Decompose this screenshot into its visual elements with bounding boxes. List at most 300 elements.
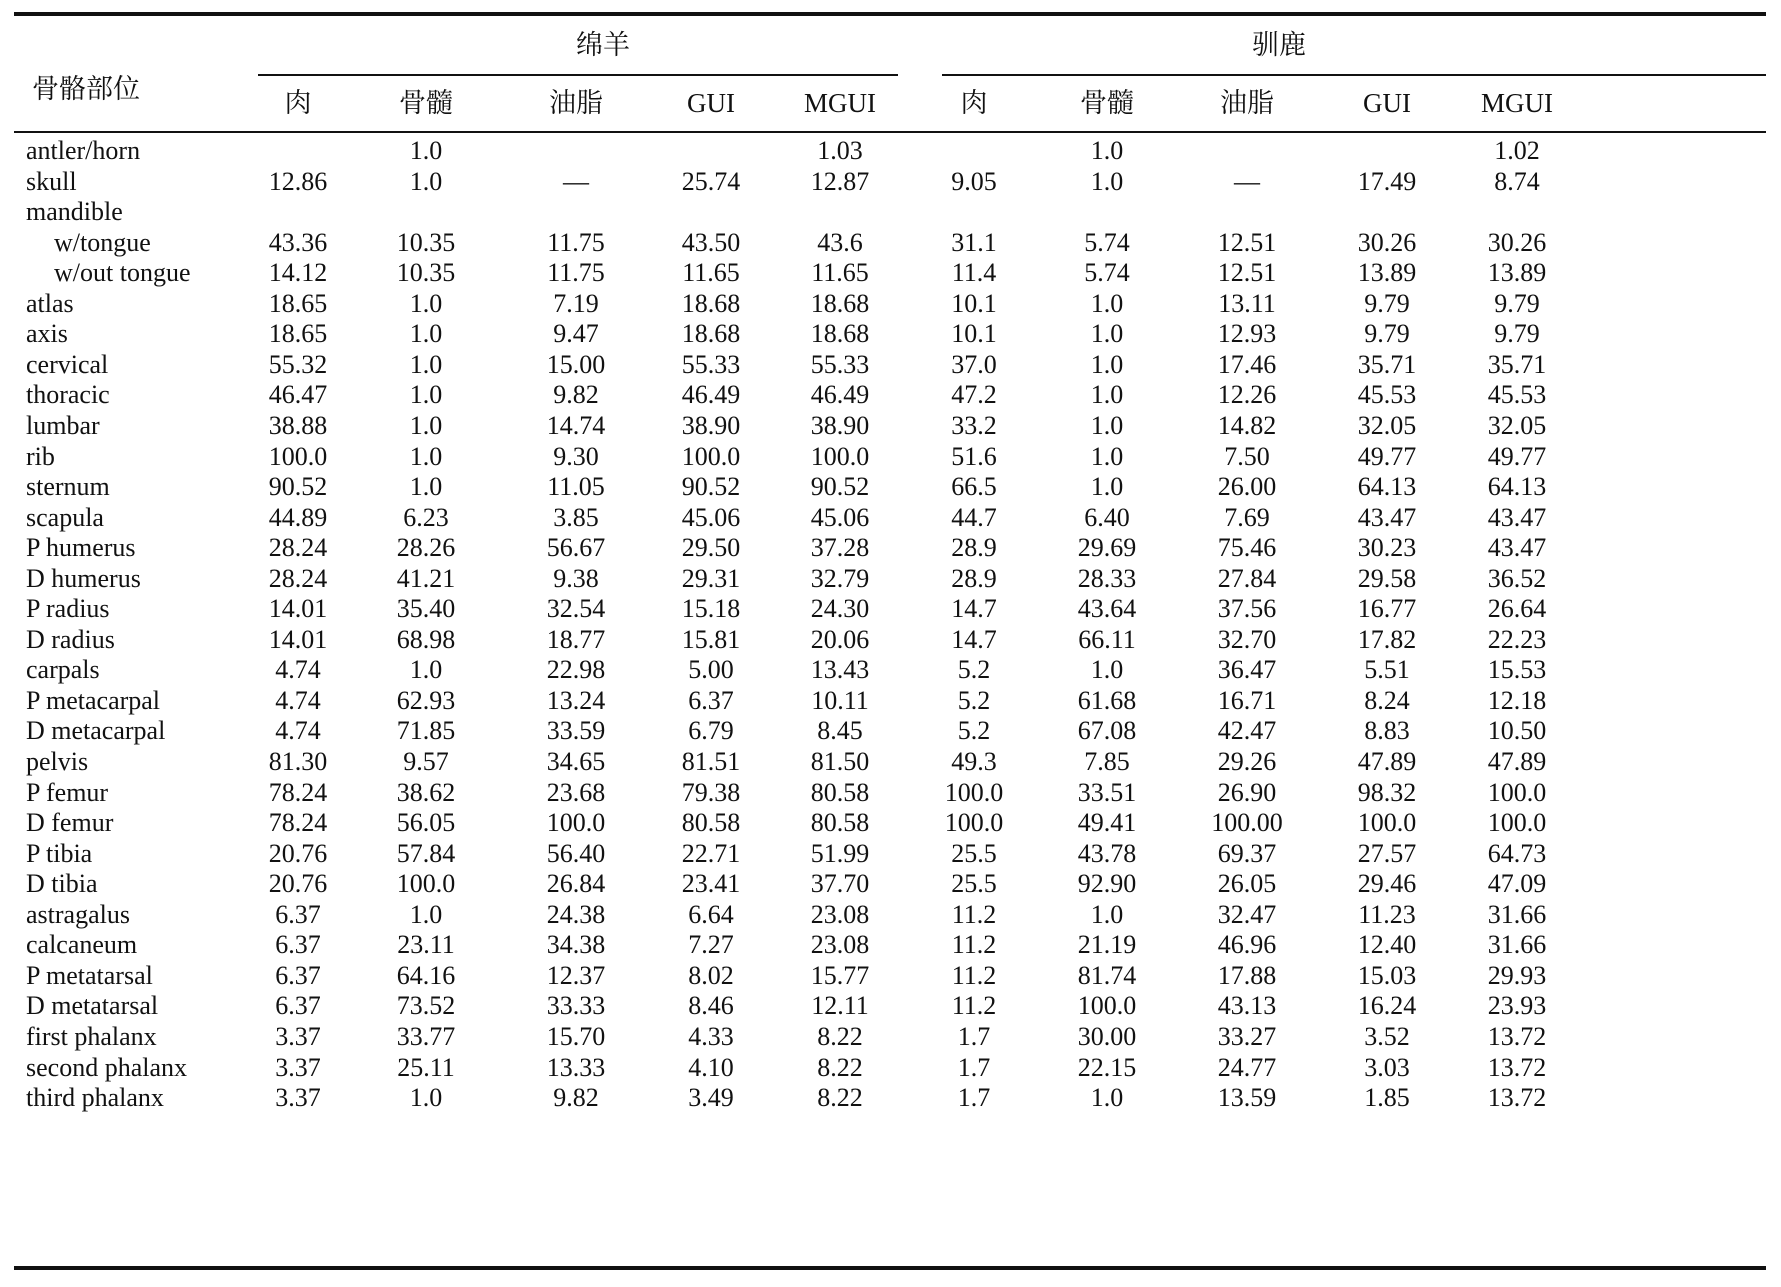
table-cell: 38.62 — [396, 777, 456, 807]
table-cell: 6.37 — [275, 991, 321, 1021]
row-label: astragalus — [26, 899, 130, 929]
table-cell: 1.0 — [409, 410, 443, 440]
table-cell: 14.7 — [951, 594, 997, 624]
header-group-sheep: 绵羊 — [576, 30, 630, 60]
table-cell: 1.85 — [1364, 1083, 1410, 1113]
table-cell: 9.57 — [403, 747, 449, 776]
table-cell: 9.47 — [553, 319, 599, 349]
table-cell: 11.2 — [951, 960, 997, 990]
table-cell: 35.71 — [1487, 349, 1547, 379]
table-cell: 27.57 — [1357, 838, 1417, 868]
table-cell: 1.0 — [409, 1083, 443, 1113]
table-cell: 44.89 — [268, 502, 328, 532]
table-cell: 13.89 — [1357, 258, 1417, 288]
table-cell: 13.72 — [1487, 1083, 1547, 1113]
table-cell: 1.0 — [409, 288, 443, 318]
table-cell: 9.82 — [553, 380, 599, 410]
table-cell: 16.77 — [1357, 594, 1417, 624]
table-cell: 9.79 — [1364, 288, 1410, 318]
table-cell: 17.49 — [1357, 166, 1417, 196]
table-cell: 56.05 — [396, 808, 456, 838]
table-cell: 1.0 — [409, 319, 443, 349]
table-cell: 47.09 — [1487, 869, 1547, 899]
table-cell: 30.26 — [1487, 227, 1547, 257]
table-cell: 28.33 — [1077, 563, 1137, 593]
table-cell: 5.74 — [1084, 258, 1130, 288]
table-cell: 34.38 — [546, 930, 606, 960]
table-cell: 46.47 — [268, 380, 328, 410]
table-cell: 100.0 — [546, 808, 606, 838]
table-cell: 6.23 — [403, 502, 449, 532]
table-cell: 100.0 — [1357, 808, 1417, 838]
table-cell: 8.46 — [688, 991, 734, 1021]
table-cell: 7.85 — [1084, 747, 1130, 776]
table-cell: 8.83 — [1364, 716, 1410, 746]
table-cell: 22.98 — [546, 655, 606, 685]
table-cell: 15.03 — [1357, 960, 1417, 990]
table-cell: 30.00 — [1077, 1021, 1137, 1051]
table-cell: 100.0 — [944, 808, 1004, 838]
table-cell: 23.11 — [397, 930, 455, 960]
table-cell: 1.0 — [1090, 655, 1124, 685]
row-label: lumbar — [26, 410, 100, 440]
table-cell: 1.7 — [957, 1083, 991, 1113]
table-cell: 28.26 — [396, 533, 456, 563]
table-cell: 9.30 — [553, 441, 599, 471]
table-cell: 90.52 — [268, 472, 328, 502]
table-cell: 22.15 — [1077, 1052, 1137, 1082]
table-cell: 12.87 — [810, 166, 870, 196]
table-cell: 34.65 — [546, 747, 606, 776]
table-cell: 13.59 — [1217, 1083, 1277, 1113]
table-cell: 1.0 — [1090, 319, 1124, 349]
table-cell: 29.69 — [1077, 533, 1137, 563]
table-cell: 79.38 — [681, 777, 741, 807]
table-cell: 33.59 — [546, 716, 606, 746]
table-cell: 38.90 — [810, 410, 870, 440]
table-cell: 12.86 — [268, 166, 328, 196]
table-cell: 26.84 — [546, 869, 606, 899]
table-cell: 81.74 — [1077, 960, 1137, 990]
table-cell: 30.26 — [1357, 227, 1417, 257]
header-group-caribou: 驯鹿 — [1252, 30, 1306, 60]
table-cell: 9.05 — [951, 166, 997, 196]
table-cell: 64.13 — [1357, 472, 1417, 502]
table-cell: 43.47 — [1357, 502, 1417, 532]
row-label: third phalanx — [26, 1083, 164, 1113]
table-cell: 43.50 — [681, 227, 741, 257]
header-skeletal-element: 骨骼部位 — [32, 74, 140, 104]
table-cell: 7.19 — [553, 288, 599, 318]
table-cell: 38.90 — [681, 410, 741, 440]
table-cell: 28.24 — [268, 533, 328, 563]
header-col-0: 肉 — [284, 88, 312, 118]
table-cell: 41.21 — [396, 563, 456, 593]
table-cell: 6.40 — [1084, 502, 1130, 532]
table-cell: 25.74 — [681, 166, 741, 196]
row-label: pelvis — [26, 747, 89, 776]
table-cell: 1.0 — [1090, 288, 1124, 318]
table-cell: 13.72 — [1487, 1021, 1547, 1051]
table-cell: 16.71 — [1217, 685, 1277, 715]
table-cell: 23.08 — [810, 930, 870, 960]
table-cell: 11.65 — [682, 258, 740, 288]
table-cell: 43.6 — [817, 227, 863, 257]
table-cell: 18.68 — [681, 319, 741, 349]
table-cell: 12.40 — [1357, 930, 1417, 960]
table-cell: 1.0 — [1090, 349, 1124, 379]
table-cell: 6.37 — [275, 960, 321, 990]
table-cell: 37.28 — [810, 533, 870, 563]
table-cell: 29.31 — [681, 563, 741, 593]
table-cell: 78.24 — [268, 808, 328, 838]
table-cell: 62.93 — [396, 685, 456, 715]
table-cell: 64.73 — [1487, 838, 1547, 868]
table-cell: 8.74 — [1494, 166, 1540, 196]
table-cell: 13.89 — [1487, 258, 1547, 288]
table-cell: 37.56 — [1217, 594, 1277, 624]
header-col-3: GUI — [687, 88, 735, 118]
table-cell: 1.0 — [1090, 166, 1124, 196]
table-cell: 3.37 — [275, 1021, 321, 1051]
table-cell: 28.9 — [951, 533, 997, 563]
table-cell: 90.52 — [681, 472, 741, 502]
table-cell: 23.68 — [546, 777, 606, 807]
table-cell: 25.5 — [951, 869, 997, 899]
table-cell: 29.50 — [681, 533, 741, 563]
table-cell: 18.65 — [268, 288, 328, 318]
table-cell: 29.93 — [1487, 960, 1547, 990]
table-cell: 44.7 — [951, 502, 997, 532]
table-cell: 15.70 — [546, 1021, 606, 1051]
table-cell: 1.03 — [817, 136, 863, 165]
table-cell: 12.11 — [811, 991, 869, 1021]
table-cell: 1.0 — [409, 899, 443, 929]
table-cell: 64.16 — [396, 960, 456, 990]
table-cell: 45.06 — [810, 502, 870, 532]
table-cell: 21.19 — [1077, 930, 1137, 960]
table-cell: 14.01 — [268, 624, 328, 654]
table-cell: 100.0 — [944, 777, 1004, 807]
table-cell: 32.05 — [1357, 410, 1417, 440]
table-cell: 11.2 — [951, 899, 997, 929]
table-cell: 20.76 — [268, 869, 328, 899]
table-cell: 23.41 — [681, 869, 741, 899]
table-cell: 14.74 — [546, 410, 606, 440]
table-cell: 7.27 — [688, 930, 734, 960]
table-cell: 45.06 — [681, 502, 741, 532]
table-cell: 13.11 — [1218, 288, 1276, 318]
table-cell: 4.10 — [688, 1052, 734, 1082]
header-col-6: 骨髓 — [1080, 88, 1134, 118]
table-cell: 11.2 — [951, 991, 997, 1021]
row-label: P femur — [26, 777, 109, 807]
table-cell: 6.64 — [688, 899, 734, 929]
table-cell: 56.67 — [546, 533, 606, 563]
row-label: P metatarsal — [26, 960, 153, 990]
row-label: atlas — [26, 288, 74, 318]
table-cell: 9.79 — [1494, 288, 1540, 318]
header-col-8: GUI — [1363, 88, 1411, 118]
table-cell: 16.24 — [1357, 991, 1417, 1021]
table-cell: 8.24 — [1364, 685, 1410, 715]
table-cell: 51.99 — [810, 838, 870, 868]
table-cell: 5.51 — [1364, 655, 1410, 685]
row-label: carpals — [26, 655, 100, 685]
table-cell: 11.75 — [547, 258, 605, 288]
table-cell: 8.02 — [688, 960, 734, 990]
row-label: P humerus — [26, 533, 136, 563]
header-col-4: MGUI — [804, 88, 876, 118]
table-cell: 12.51 — [1217, 258, 1277, 288]
table-cell: 5.00 — [688, 655, 734, 685]
row-label: skull — [26, 166, 77, 196]
table-cell: 17.82 — [1357, 624, 1417, 654]
row-label: D metatarsal — [26, 991, 159, 1021]
header-col-7: 油脂 — [1220, 88, 1274, 118]
table-cell: 17.46 — [1217, 349, 1277, 379]
table-cell: 8.22 — [817, 1083, 863, 1113]
table-cell: 56.40 — [546, 838, 606, 868]
table-cell: 28.9 — [951, 563, 997, 593]
table-cell: 1.0 — [1090, 472, 1124, 502]
table-cell: 8.45 — [817, 716, 863, 746]
table-cell: 32.54 — [546, 594, 606, 624]
table-cell: 66.5 — [951, 472, 997, 502]
table-cell: — — [563, 166, 589, 196]
table-cell: 51.6 — [951, 441, 997, 471]
header-col-9: MGUI — [1481, 88, 1553, 118]
table-cell: 18.68 — [681, 288, 741, 318]
table-cell: 71.85 — [396, 716, 456, 746]
table-cell: 1.0 — [1090, 441, 1124, 471]
table-cell: 46.96 — [1217, 930, 1277, 960]
table-cell: 14.12 — [268, 258, 328, 288]
group-rule-caribou — [942, 74, 1766, 76]
row-label: P radius — [26, 594, 110, 624]
top-rule — [14, 12, 1766, 16]
table-cell: 8.22 — [817, 1021, 863, 1051]
table-cell: 17.88 — [1217, 960, 1277, 990]
table-cell: 10.50 — [1487, 716, 1547, 746]
table-cell: 33.2 — [951, 410, 997, 440]
table-cell: 25.5 — [951, 838, 997, 868]
table-cell: 29.58 — [1357, 563, 1417, 593]
table-cell: 1.0 — [1090, 1083, 1124, 1113]
table-cell: 7.50 — [1224, 441, 1270, 471]
row-label: axis — [26, 319, 68, 349]
table-cell: 9.79 — [1364, 319, 1410, 349]
table-cell: 100.0 — [1487, 777, 1547, 807]
table-cell: 100.0 — [268, 441, 328, 471]
table-cell: 9.79 — [1494, 319, 1540, 349]
row-label: w/out tongue — [54, 258, 191, 288]
table-cell: 100.0 — [1077, 991, 1137, 1021]
row-label: thoracic — [26, 380, 110, 410]
table-cell: 1.0 — [409, 472, 443, 502]
table-cell: 33.51 — [1077, 777, 1137, 807]
table-cell: 25.11 — [397, 1052, 455, 1082]
row-label: P tibia — [26, 838, 93, 868]
table-cell: 1.0 — [409, 136, 443, 165]
table-cell: 100.0 — [396, 869, 456, 899]
table-cell: 26.05 — [1217, 869, 1277, 899]
table-cell: 49.77 — [1487, 441, 1547, 471]
header-rule — [14, 131, 1766, 133]
table-cell: 49.3 — [951, 747, 997, 776]
table-cell: 31.66 — [1487, 930, 1547, 960]
header-col-2: 油脂 — [549, 88, 603, 118]
table-cell: 47.89 — [1357, 747, 1417, 776]
table-cell: 14.7 — [951, 624, 997, 654]
row-label: w/tongue — [54, 227, 151, 257]
table-cell: 9.82 — [553, 1083, 599, 1113]
table-cell: 38.88 — [268, 410, 328, 440]
table-cell: 11.23 — [1358, 899, 1416, 929]
header-col-1: 骨髓 — [399, 88, 453, 118]
table-cell: 67.08 — [1077, 716, 1137, 746]
table-cell: 36.52 — [1487, 563, 1547, 593]
table-cell: 80.58 — [810, 777, 870, 807]
table-cell: 4.74 — [275, 716, 321, 746]
table-cell: 33.33 — [546, 991, 606, 1021]
table-cell: 1.0 — [409, 380, 443, 410]
table-cell: 18.68 — [810, 288, 870, 318]
row-label: D humerus — [26, 563, 141, 593]
table-cell: 14.01 — [268, 594, 328, 624]
table-cell: 13.72 — [1487, 1052, 1547, 1082]
table-cell: 1.0 — [409, 166, 443, 196]
table-cell: 26.64 — [1487, 594, 1547, 624]
table-cell: 66.11 — [1078, 624, 1136, 654]
table-cell: 33.27 — [1217, 1021, 1277, 1051]
table-cell: 28.24 — [268, 563, 328, 593]
table-cell: 11.4 — [951, 258, 997, 288]
table-cell: 35.71 — [1357, 349, 1417, 379]
table-cell: 15.77 — [810, 960, 870, 990]
group-rule-sheep — [258, 74, 898, 76]
table-cell: 11.75 — [547, 227, 605, 257]
table-cell: 43.47 — [1487, 533, 1547, 563]
table-cell: 10.35 — [396, 227, 456, 257]
table-cell: 8.22 — [817, 1052, 863, 1082]
table-cell: 32.70 — [1217, 624, 1277, 654]
table-cell: 47.89 — [1487, 747, 1547, 776]
table-cell: 12.37 — [546, 960, 606, 990]
table-cell: 1.7 — [957, 1052, 991, 1082]
table-cell: 18.77 — [546, 624, 606, 654]
row-label: second phalanx — [26, 1052, 188, 1082]
table-cell: 15.00 — [546, 349, 606, 379]
table-cell: 14.82 — [1217, 410, 1277, 440]
table-cell: 64.13 — [1487, 472, 1547, 502]
table-cell: 68.98 — [396, 624, 456, 654]
table-cell: 45.53 — [1487, 380, 1547, 410]
table-cell: 37.0 — [951, 349, 997, 379]
table-cell: 42.47 — [1217, 716, 1277, 746]
table-cell: 100.0 — [810, 441, 870, 471]
table-cell: 24.30 — [810, 594, 870, 624]
row-label: P metacarpal — [26, 685, 161, 715]
table-cell: 13.24 — [546, 685, 606, 715]
table-cell: 55.33 — [681, 349, 741, 379]
table-cell: 10.35 — [396, 258, 456, 288]
table-cell: 100.0 — [681, 441, 741, 471]
table-cell: 33.77 — [396, 1021, 456, 1051]
table-cell: 3.37 — [275, 1083, 321, 1113]
table-cell: 43.47 — [1487, 502, 1547, 532]
table-cell: 5.2 — [957, 685, 991, 715]
table-cell: 32.47 — [1217, 899, 1277, 929]
table-cell: 4.33 — [688, 1021, 734, 1051]
table-cell: 100.00 — [1211, 808, 1283, 838]
table-cell: 75.46 — [1217, 533, 1277, 563]
table-cell: 22.23 — [1487, 624, 1547, 654]
table-cell: 6.37 — [275, 899, 321, 929]
table-cell: 100.0 — [1487, 808, 1547, 838]
table-cell: 12.51 — [1217, 227, 1277, 257]
table-cell: 27.84 — [1217, 563, 1277, 593]
table-cell: 1.0 — [1090, 899, 1124, 929]
table-cell: 9.38 — [553, 563, 599, 593]
table-cell: 1.02 — [1494, 136, 1540, 165]
table-cell: 20.06 — [810, 624, 870, 654]
table-cell: 4.74 — [275, 655, 321, 685]
table-cell: 20.76 — [268, 838, 328, 868]
header-col-5: 肉 — [960, 88, 988, 118]
table-cell: 80.58 — [681, 808, 741, 838]
table-cell: 6.37 — [275, 930, 321, 960]
table-cell: 43.78 — [1077, 838, 1137, 868]
table-cell: 13.33 — [546, 1052, 606, 1082]
table-cell: 7.69 — [1224, 502, 1270, 532]
row-label: calcaneum — [26, 930, 138, 960]
table-cell: 4.74 — [275, 685, 321, 715]
table-cell: 1.0 — [409, 349, 443, 379]
table-cell: 29.46 — [1357, 869, 1417, 899]
row-label: D tibia — [26, 869, 98, 899]
table-cell: 46.49 — [810, 380, 870, 410]
row-label: cervical — [26, 349, 109, 379]
table-cell: 1.0 — [1090, 410, 1124, 440]
table-cell: 55.33 — [810, 349, 870, 379]
table-cell: 10.11 — [811, 685, 869, 715]
table-cell: 98.32 — [1357, 777, 1417, 807]
table-cell: 22.71 — [681, 838, 741, 868]
table-cell: 31.1 — [951, 227, 997, 257]
row-label: D radius — [26, 624, 115, 654]
row-label: first phalanx — [26, 1021, 157, 1051]
row-label: D metacarpal — [26, 716, 166, 746]
table-cell: — — [1234, 166, 1260, 196]
bottom-rule — [14, 1266, 1766, 1270]
table-cell: 43.13 — [1217, 991, 1277, 1021]
row-label: sternum — [26, 472, 110, 502]
table-cell: 69.37 — [1217, 838, 1277, 868]
table-cell: 1.0 — [409, 441, 443, 471]
table-cell: 15.18 — [681, 594, 741, 624]
table-cell: 81.51 — [681, 747, 741, 776]
table-cell: 18.65 — [268, 319, 328, 349]
table-cell: 26.00 — [1217, 472, 1277, 502]
table-cell: 18.68 — [810, 319, 870, 349]
table-cell: 12.18 — [1487, 685, 1547, 715]
table-cell: 23.93 — [1487, 991, 1547, 1021]
table-cell: 73.52 — [396, 991, 456, 1021]
table-cell: 43.64 — [1077, 594, 1137, 624]
row-label: scapula — [26, 502, 104, 532]
table-cell: 11.05 — [547, 472, 605, 502]
